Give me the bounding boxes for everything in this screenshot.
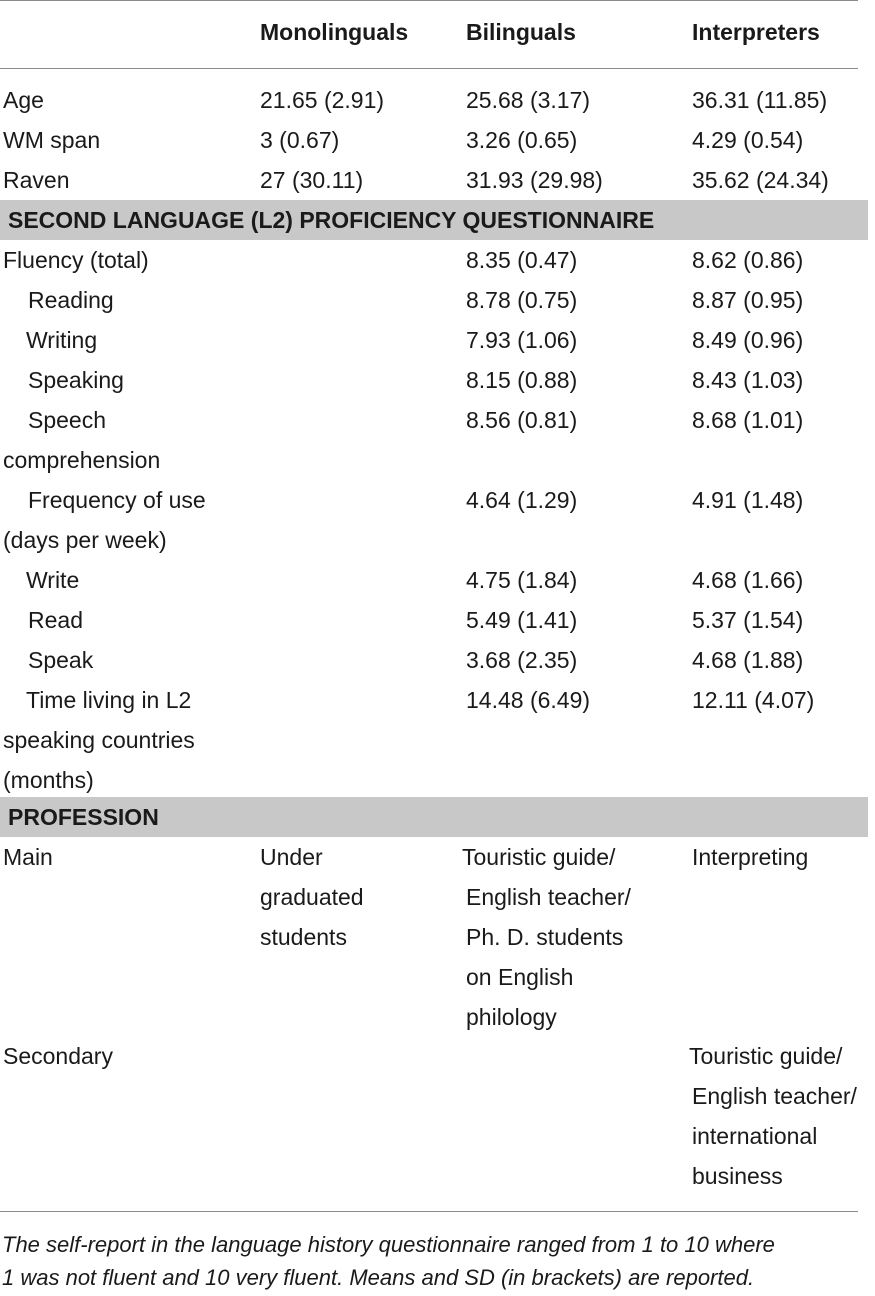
writing-interpreters: 8.49 (0.96)	[692, 327, 804, 353]
row-label-writing: Writing	[26, 327, 98, 353]
age-monolinguals: 21.65 (2.91)	[260, 87, 385, 113]
reading-interpreters: 8.87 (0.95)	[692, 287, 804, 313]
speaking-interpreters: 8.43 (1.03)	[692, 367, 804, 393]
header-bilinguals: Bilinguals	[466, 19, 576, 45]
main-bilinguals-line1: Touristic guide/	[462, 844, 616, 870]
main-bilinguals-line4: on English	[466, 964, 574, 990]
write-interpreters: 4.68 (1.66)	[692, 567, 804, 593]
reading-bilinguals: 8.78 (0.75)	[466, 287, 578, 313]
raven-interpreters: 35.62 (24.34)	[692, 167, 829, 193]
row-label-frequency-line2: (days per week)	[3, 527, 167, 553]
bottom-rule	[0, 1211, 858, 1212]
main-monolinguals-line1: Under	[260, 844, 323, 870]
row-label-speech-comprehension-line1: Speech	[28, 407, 107, 433]
row-label-age: Age	[3, 87, 44, 113]
header-interpreters: Interpreters	[692, 19, 820, 45]
age-bilinguals: 25.68 (3.17)	[466, 87, 591, 113]
footnote-line1: The self-report in the language history questionnaire ranged from 1 to 10 where	[2, 1232, 775, 1257]
row-label-read: Read	[28, 607, 83, 633]
wm-span-bilinguals: 3.26 (0.65)	[466, 127, 578, 153]
time-living-bilinguals: 14.48 (6.49)	[466, 687, 591, 713]
secondary-interpreters-line4: business	[692, 1163, 783, 1189]
read-interpreters: 5.37 (1.54)	[692, 607, 804, 633]
row-label-frequency-line1: Frequency of use	[28, 487, 206, 513]
section-title-l2-proficiency: SECOND LANGUAGE (L2) PROFICIENCY QUESTIONNAIRE	[8, 207, 655, 233]
raven-monolinguals: 27 (30.11)	[260, 167, 364, 193]
read-bilinguals: 5.49 (1.41)	[466, 607, 578, 633]
section-band-profession	[0, 797, 868, 837]
header-rule	[0, 68, 858, 69]
main-bilinguals-line2: English teacher/	[466, 884, 631, 910]
row-label-fluency-total: Fluency (total)	[3, 247, 149, 273]
section-band-l2-proficiency	[0, 200, 868, 240]
main-interpreters-line1: Interpreting	[692, 844, 809, 870]
wm-span-interpreters: 4.29 (0.54)	[692, 127, 804, 153]
top-rule	[0, 0, 858, 1]
speech-comprehension-bilinguals: 8.56 (0.81)	[466, 407, 578, 433]
secondary-interpreters-line1: Touristic guide/	[689, 1043, 843, 1069]
section-title-profession: PROFESSION	[8, 804, 159, 830]
row-label-speaking: Speaking	[28, 367, 124, 393]
write-bilinguals: 4.75 (1.84)	[466, 567, 578, 593]
speak-bilinguals: 3.68 (2.35)	[466, 647, 578, 673]
main-monolinguals-line2: graduated	[260, 884, 364, 910]
writing-bilinguals: 7.93 (1.06)	[466, 327, 578, 353]
wm-span-monolinguals: 3 (0.67)	[260, 127, 340, 153]
row-label-reading: Reading	[28, 287, 114, 313]
frequency-bilinguals: 4.64 (1.29)	[466, 487, 578, 513]
raven-bilinguals: 31.93 (29.98)	[466, 167, 603, 193]
fluency-total-bilinguals: 8.35 (0.47)	[466, 247, 578, 273]
row-label-time-living-line1: Time living in L2	[26, 687, 192, 713]
main-monolinguals-line3: students	[260, 924, 347, 950]
age-interpreters: 36.31 (11.85)	[692, 87, 828, 113]
header-monolinguals: Monolinguals	[260, 19, 409, 45]
speaking-bilinguals: 8.15 (0.88)	[466, 367, 578, 393]
row-label-write: Write	[26, 567, 80, 593]
row-label-raven: Raven	[3, 167, 70, 193]
row-label-time-living-line2: speaking countries	[3, 727, 195, 753]
footnote-line2: 1 was not fluent and 10 very fluent. Means and SD (in brackets) are reported.	[2, 1265, 755, 1290]
time-living-interpreters: 12.11 (4.07)	[692, 687, 815, 713]
row-label-time-living-line3: (months)	[3, 767, 94, 793]
row-label-secondary: Secondary	[3, 1043, 113, 1069]
secondary-interpreters-line3: international	[692, 1123, 818, 1149]
fluency-total-interpreters: 8.62 (0.86)	[692, 247, 804, 273]
secondary-interpreters-line2: English teacher/	[692, 1083, 857, 1109]
row-label-main: Main	[3, 844, 53, 870]
row-label-wm-span: WM span	[3, 127, 101, 153]
main-bilinguals-line5: philology	[466, 1004, 557, 1030]
main-bilinguals-line3: Ph. D. students	[466, 924, 624, 950]
row-label-speech-comprehension-line2: comprehension	[3, 447, 161, 473]
speech-comprehension-interpreters: 8.68 (1.01)	[692, 407, 804, 433]
frequency-interpreters: 4.91 (1.48)	[692, 487, 804, 513]
row-label-speak: Speak	[28, 647, 94, 673]
speak-interpreters: 4.68 (1.88)	[692, 647, 804, 673]
